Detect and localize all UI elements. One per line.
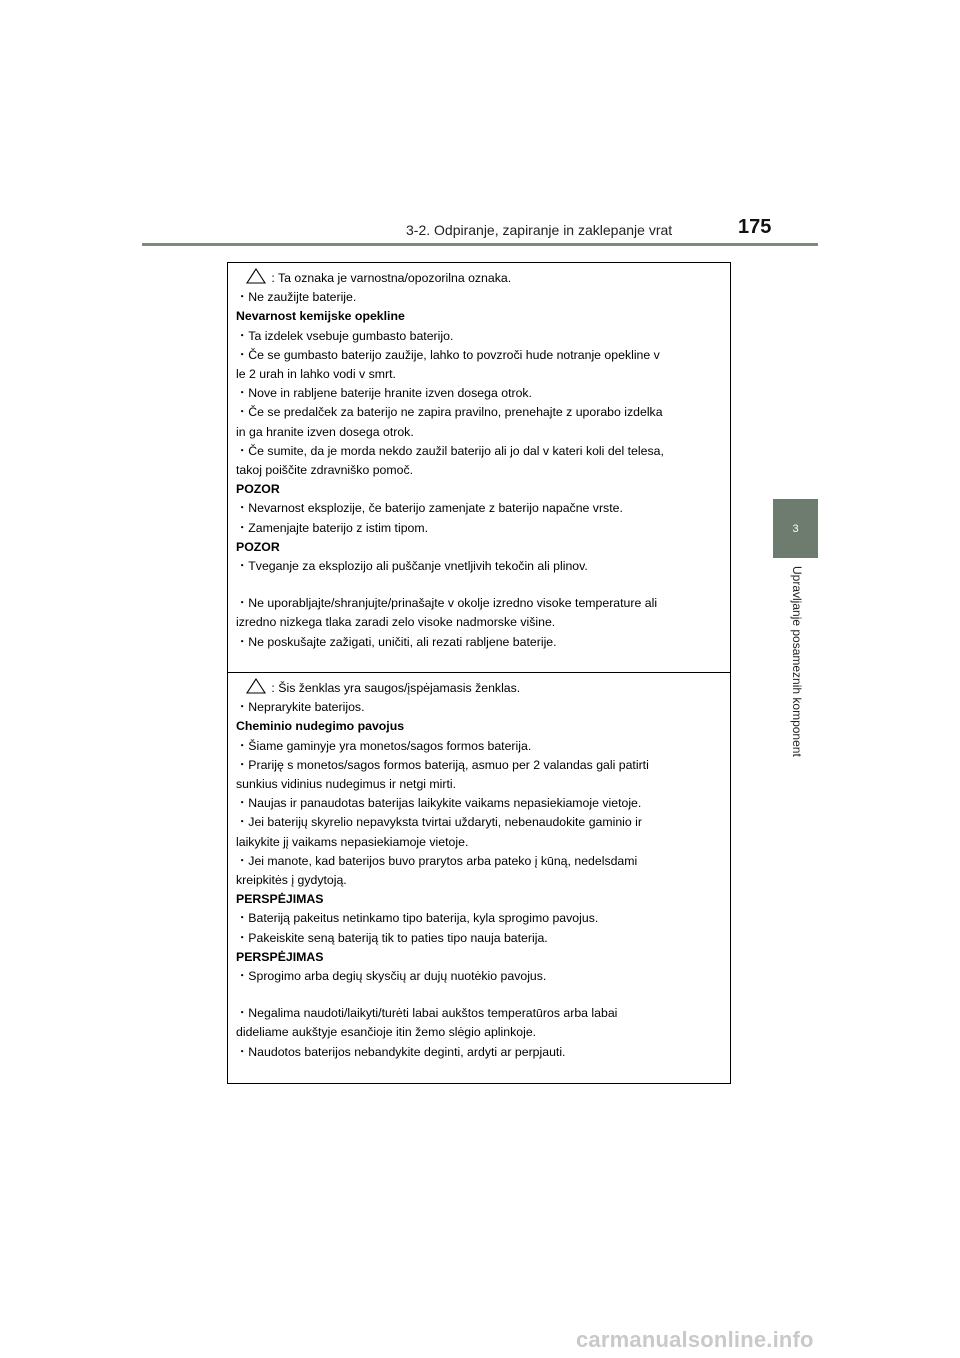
warning-line: takoj poiščite zdravniško pomoč. <box>236 463 414 478</box>
symbol-note <box>236 268 722 288</box>
warning-triangle-icon <box>246 268 266 284</box>
warning-line: ・Šiame gaminyje yra monetos/sagos formos baterija. <box>236 738 532 753</box>
warning-section-lithuanian <box>228 678 730 1062</box>
warning-line: ・Če se predalček za baterijo ne zapira pravilno, prenehajte z uporabo izdelka <box>236 405 663 420</box>
warning-lines <box>236 288 722 652</box>
site-watermark: carmanualsonline.info <box>576 1327 814 1352</box>
chapter-tab <box>773 499 818 558</box>
symbol-note <box>236 678 722 698</box>
warning-line: ・Prariję s monetos/sagos formos bateriją, asmuo per 2 valandas gali patirti <box>236 757 649 772</box>
warning-line: sunkius vidinius nudegimus ir netgi mirti. <box>236 777 457 792</box>
warning-line: kreipkitės į gydytoją. <box>236 873 347 888</box>
warning-line: ・Ne poskušajte zažigati, uničiti, ali rezati rabljene baterije. <box>236 634 557 649</box>
warning-heading: PERSPĖJIMAS <box>236 949 324 964</box>
warning-line: ・Negalima naudoti/laikyti/turėti labai aukštos temperatūros arba labai <box>236 1006 618 1021</box>
warning-line: ・Tveganje za eksplozijo ali puščanje vnetljivih tekočin ali plinov. <box>236 559 588 574</box>
warning-line: ・Če se gumbasto baterijo zaužije, lahko to povzroči hude notranje opekline v <box>236 347 660 362</box>
chapter-title: Upravljanje posameznih komponent <box>790 566 804 757</box>
running-header-title: 3-2. Odpiranje, zapiranje in zaklepanje vrat <box>406 222 673 238</box>
warning-line: laikykite jį vaikams nepasiekiamoje vietoje. <box>236 834 469 849</box>
warning-line: ・Če sumite, da je morda nekdo zaužil baterijo ali jo dal v kateri koli del telesa, <box>236 443 664 458</box>
warning-line: dideliame aukštyje esančioje itin žemo slėgio aplinkoje. <box>236 1025 537 1040</box>
warning-line: izredno nizkega tlaka zaradi zelo visoke nadmorske višine. <box>236 615 556 630</box>
warning-box <box>227 262 731 1084</box>
warning-line: ・Pakeiskite seną bateriją tik to paties tipo nauja baterija. <box>236 930 548 945</box>
chapter-number: 3 <box>792 522 799 535</box>
warning-line: ・Jei baterijų skyrelio nepavyksta tvirtai uždaryti, nebenaudokite gaminio ir <box>236 815 642 830</box>
section-divider <box>228 672 730 673</box>
symbol-note-text: : Šis ženklas yra saugos/įspėjamasis ženklas. <box>271 681 521 695</box>
header-rule <box>142 243 818 246</box>
warning-heading: POZOR <box>236 482 280 497</box>
warning-line: le 2 urah in lahko vodi v smrt. <box>236 367 396 382</box>
warning-heading: POZOR <box>236 539 280 554</box>
warning-line: ・Nove in rabljene baterije hranite izven dosega otrok. <box>236 386 532 401</box>
warning-line: ・Neprarykite baterijos. <box>236 700 365 715</box>
warning-line: ・Zamenjajte baterijo z istim tipom. <box>236 520 429 535</box>
warning-line: ・Bateriją pakeitus netinkamo tipo baterija, kyla sprogimo pavojus. <box>236 911 599 926</box>
warning-line: ・Jei manote, kad baterijos buvo prarytos arba pateko į kūną, nedelsdami <box>236 853 638 868</box>
warning-line: in ga hranite izven dosega otrok. <box>236 424 414 439</box>
warning-line: ・Sprogimo arba degių skysčių ar dujų nuotėkio pavojus. <box>236 969 547 984</box>
warning-line: ・Naudotos baterijos nebandykite deginti, ardyti ar perpjauti. <box>236 1044 566 1059</box>
warning-heading: Nevarnost kemijske opekline <box>236 309 405 324</box>
warning-line: ・Naujas ir panaudotas baterijas laikykite vaikams nepasiekiamoje vietoje. <box>236 796 642 811</box>
warning-line: ・Ne uporabljajte/shranjujte/prinašajte v okolje izredno visoke temperature ali <box>236 596 658 611</box>
warning-heading: PERSPĖJIMAS <box>236 892 324 907</box>
warning-section-slovenian <box>228 268 730 652</box>
symbol-note-text: : Ta oznaka je varnostna/opozorilna oznaka. <box>271 271 512 285</box>
warning-lines <box>236 698 722 1062</box>
page-number: 175 <box>738 216 772 238</box>
warning-line: ・Ne zaužijte baterije. <box>236 290 357 305</box>
warning-line: ・Nevarnost eksplozije, če baterijo zamenjate z baterijo napačne vrste. <box>236 501 623 516</box>
warning-heading: Cheminio nudegimo pavojus <box>236 719 405 734</box>
warning-triangle-icon <box>246 678 266 694</box>
warning-line: ・Ta izdelek vsebuje gumbasto baterijo. <box>236 328 454 343</box>
